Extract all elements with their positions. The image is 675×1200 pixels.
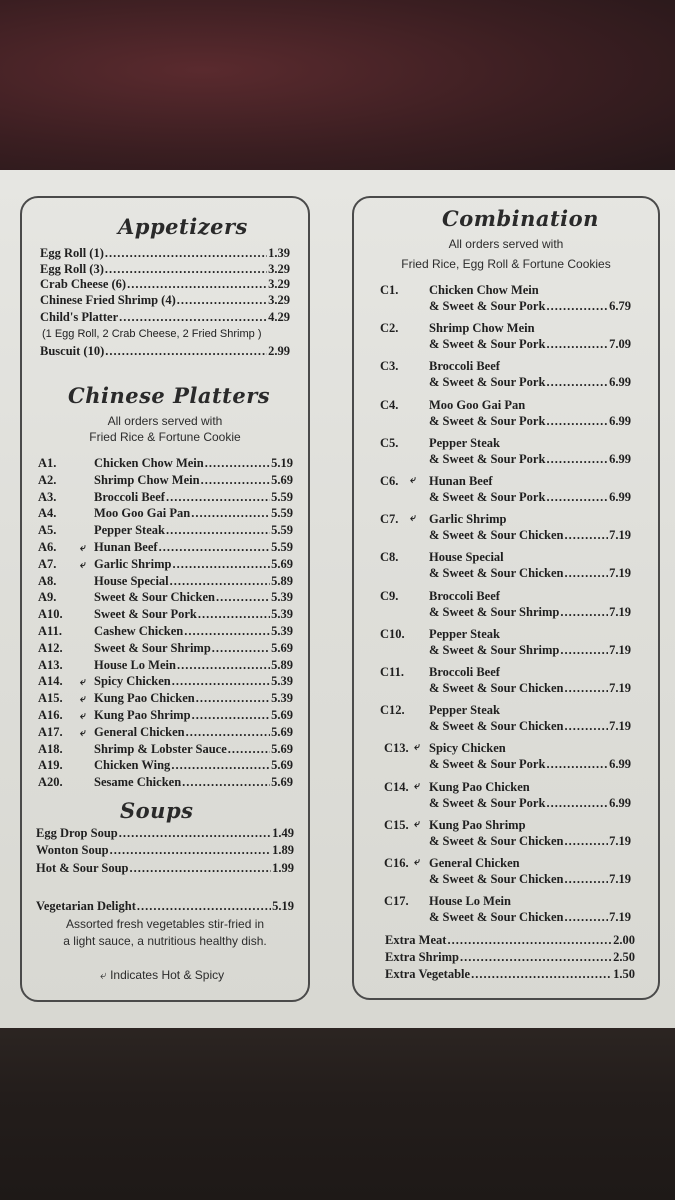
combo-code: C13. — [384, 741, 409, 756]
extra-item-price: 1.50 — [613, 967, 635, 981]
combination-note-1: All orders served with — [448, 237, 564, 251]
soup-item-name: Egg Drop Soup — [36, 826, 118, 840]
hot-spicy-legend — [100, 968, 224, 983]
platter-price: 5.59 — [271, 489, 293, 504]
combo-sub-name: & Sweet & Sour Pork — [429, 451, 546, 466]
combo-leader — [565, 834, 609, 849]
platter-price: 5.69 — [271, 741, 293, 756]
combo-leader — [546, 337, 608, 352]
combo-name: General Chicken — [429, 856, 520, 870]
platter-leader — [192, 708, 271, 723]
platters-note-1: All orders served with — [107, 414, 223, 428]
vegetarian-desc-2: a light sauce, a nutritious healthy dish. — [63, 934, 267, 948]
platter-leader — [228, 742, 270, 757]
combo-code: C2. — [380, 321, 399, 336]
platter-name: Pepper Steak — [94, 523, 165, 538]
platter-leader — [212, 641, 270, 656]
combo-leader — [560, 643, 608, 658]
combo-sub-name: & Sweet & Sour Chicken — [429, 872, 564, 886]
combo-leader — [565, 528, 609, 543]
platter-name: House Special — [94, 573, 169, 588]
combo-code: C10. — [380, 626, 405, 641]
combo-sub-name: & Sweet & Sour Pork — [429, 375, 546, 390]
combo-code: C16. — [384, 856, 409, 870]
platter-item — [38, 742, 293, 757]
platter-code: A12. — [38, 640, 63, 655]
combo-name: House Special — [429, 550, 504, 565]
combo-code: C3. — [380, 359, 399, 374]
chili-pepper-icon: ⤶ — [410, 512, 417, 525]
soup-item-leader — [119, 826, 271, 841]
appetizer-item-leader — [127, 277, 267, 292]
chili-pepper-icon: ⤶ — [79, 726, 87, 739]
vegetarian-item-price: 5.19 — [272, 899, 294, 913]
combo-price: 6.99 — [609, 451, 631, 466]
platter-name: Sweet & Sour Chicken — [94, 590, 215, 605]
combination-note-2: Fried Rice, Egg Roll & Fortune Cookies — [401, 257, 611, 271]
platter-code: A6. — [38, 540, 57, 554]
appetizer-item-leader — [177, 293, 267, 308]
platter-name: General Chicken — [94, 724, 185, 739]
combo-code: C9. — [380, 588, 399, 603]
combo-leader — [546, 452, 608, 467]
platter-code: A13. — [38, 657, 63, 672]
combo-sub-line — [429, 337, 631, 352]
combo-sub-name: & Sweet & Sour Chicken — [429, 833, 564, 848]
platter-code: A15. — [38, 691, 63, 706]
platter-code: A5. — [38, 523, 57, 538]
platter-price: 5.39 — [271, 607, 293, 622]
soup-item — [36, 861, 294, 876]
platter-code: A8. — [38, 573, 57, 588]
platter-item — [38, 725, 293, 740]
appetizers-heading: Appetizers — [118, 214, 248, 239]
combo-sub-name: & Sweet & Sour Chicken — [429, 681, 564, 695]
platter-price: 5.69 — [271, 724, 293, 739]
platter-code: A16. — [38, 708, 63, 722]
extra-item-leader — [471, 967, 612, 982]
platter-leader — [201, 473, 271, 488]
platter-code: A3. — [38, 489, 57, 504]
platter-leader — [216, 590, 270, 605]
platter-price: 5.69 — [271, 556, 293, 571]
combo-sub-line — [429, 796, 631, 811]
platter-leader — [184, 624, 270, 639]
vegetarian-item-name: Vegetarian Delight — [36, 899, 136, 913]
platter-name: Shrimp & Lobster Sauce — [94, 741, 227, 756]
platter-item — [38, 658, 293, 673]
platter-price: 5.89 — [271, 657, 293, 672]
platter-code: A9. — [38, 590, 57, 605]
combo-price: 7.19 — [609, 681, 631, 695]
combo-name: Garlic Shrimp — [429, 512, 507, 527]
combo-price: 6.99 — [609, 757, 631, 772]
platter-item — [38, 574, 293, 589]
platter-leader — [166, 490, 270, 505]
combo-price: 7.19 — [609, 604, 631, 619]
appetizer-item — [40, 293, 290, 308]
soup-item-leader — [110, 843, 272, 858]
appetizer-item-price: 3.29 — [268, 293, 290, 307]
combo-sub-name: & Sweet & Sour Chicken — [429, 528, 564, 543]
combo-leader — [546, 757, 608, 772]
combo-leader — [546, 414, 608, 429]
platter-price: 5.69 — [271, 758, 293, 773]
platter-leader — [198, 607, 270, 622]
platter-item — [38, 641, 293, 656]
combo-sub-name: & Sweet & Sour Pork — [429, 413, 546, 428]
combo-leader — [565, 910, 609, 925]
platter-price: 5.39 — [271, 691, 293, 706]
platter-name: Sweet & Sour Pork — [94, 607, 197, 622]
platters-note-2: Fried Rice & Fortune Cookie — [89, 430, 241, 444]
extra-item-leader — [447, 933, 612, 948]
platter-item — [38, 540, 293, 555]
combo-price: 6.99 — [609, 413, 631, 428]
chili-pepper-icon: ⤶ — [414, 856, 421, 868]
combo-sub-line — [429, 910, 631, 925]
platter-price: 5.69 — [271, 472, 293, 487]
combo-price: 6.79 — [609, 299, 631, 313]
extra-item-name: Extra Vegetable — [385, 967, 471, 981]
background-top — [0, 0, 675, 175]
combination-heading: Combination — [442, 206, 599, 231]
combo-code: C8. — [380, 550, 399, 565]
extra-item — [385, 967, 635, 982]
combo-price: 7.19 — [609, 833, 631, 848]
platter-name: Chicken Chow Mein — [94, 456, 204, 470]
platter-leader — [182, 775, 270, 790]
combo-sub-line — [429, 681, 631, 696]
platter-price: 5.59 — [271, 540, 293, 554]
extra-item-price: 2.00 — [613, 933, 635, 947]
combo-sub-name: & Sweet & Sour Pork — [429, 795, 546, 810]
legend-label: Indicates Hot & Spicy — [110, 968, 225, 982]
vegetarian-desc-1: Assorted fresh vegetables stir-fried in — [65, 917, 265, 931]
platter-item — [38, 557, 293, 572]
combo-sub-name: & Sweet & Sour Pork — [429, 490, 546, 504]
combo-sub-name: & Sweet & Sour Shrimp — [429, 604, 560, 619]
combo-sub-line — [429, 719, 631, 734]
combo-name: Broccoli Beef — [429, 665, 500, 679]
combo-leader — [546, 490, 608, 505]
chili-pepper-icon: ⤶ — [414, 741, 421, 754]
platter-price: 5.69 — [271, 640, 293, 655]
platter-code: A2. — [38, 472, 57, 487]
combo-sub-line — [429, 528, 631, 543]
platter-item — [38, 691, 293, 706]
combo-sub-line — [429, 452, 631, 467]
platter-name: Garlic Shrimp — [94, 556, 172, 571]
combo-code: C5. — [380, 435, 399, 450]
combo-price: 7.19 — [609, 719, 631, 734]
combo-sub-line — [429, 757, 631, 772]
combo-leader — [565, 681, 609, 696]
chili-pepper-icon: ⤶ — [79, 542, 87, 554]
extra-item-name: Extra Meat — [385, 933, 447, 947]
platter-leader — [196, 691, 270, 706]
platter-leader — [172, 557, 270, 572]
platter-leader — [172, 674, 270, 689]
chili-pepper-icon: ⤶ — [79, 676, 87, 689]
combo-name: Broccoli Beef — [429, 588, 500, 603]
appetizer-item — [40, 262, 290, 277]
combo-price: 7.19 — [609, 528, 631, 543]
platter-item — [38, 506, 293, 521]
soup-item — [36, 826, 294, 841]
platter-price: 5.39 — [271, 674, 293, 689]
platter-leader — [191, 506, 270, 521]
platter-leader — [186, 725, 271, 740]
combo-name: Pepper Steak — [429, 435, 500, 450]
soup-item-price: 1.49 — [272, 826, 294, 840]
platter-code: A1. — [38, 456, 57, 470]
platter-code: A4. — [38, 506, 57, 521]
vegetarian-item — [36, 899, 294, 914]
appetizer-item-name: Buscuit (10) — [40, 344, 105, 358]
platter-item — [38, 490, 293, 505]
combo-code: C17. — [384, 894, 409, 909]
platter-leader — [159, 540, 271, 555]
combo-sub-name: & Sweet & Sour Pork — [429, 299, 546, 313]
platter-code: A19. — [38, 758, 63, 773]
combo-leader — [565, 566, 609, 581]
platter-code: A7. — [38, 556, 57, 571]
combo-name: Moo Goo Gai Pan — [429, 397, 526, 412]
soup-item-price: 1.89 — [272, 843, 294, 857]
chinese-platters-heading: Chinese Platters — [68, 383, 271, 408]
combo-sub-name: & Sweet & Sour Pork — [429, 337, 546, 352]
appetizer-item-price: 2.99 — [268, 344, 290, 358]
appetizer-item-name: Crab Cheese (6) — [40, 277, 127, 291]
combo-price: 6.99 — [609, 375, 631, 390]
appetizer-item-leader — [105, 344, 267, 359]
platter-name: Hunan Beef — [94, 540, 158, 554]
appetizer-item-price: 3.29 — [268, 262, 290, 276]
combo-sub-line — [429, 566, 631, 581]
platter-leader — [177, 658, 270, 673]
combo-name: House Lo Mein — [429, 894, 511, 909]
platter-price: 5.69 — [271, 775, 293, 790]
combo-sub-name: & Sweet & Sour Pork — [429, 757, 546, 772]
combo-name: Kung Pao Chicken — [429, 779, 530, 794]
platter-name: Sesame Chicken — [94, 775, 182, 790]
appetizer-item-name: Egg Roll (1) — [40, 246, 104, 260]
combo-leader — [546, 299, 608, 314]
combo-price: 6.99 — [609, 795, 631, 810]
combo-price: 7.19 — [609, 872, 631, 886]
soup-item-name: Wonton Soup — [36, 843, 109, 857]
appetizer-item — [40, 344, 290, 359]
combo-name: Kung Pao Shrimp — [429, 817, 526, 832]
combo-sub-line — [429, 375, 631, 390]
platter-price: 5.39 — [271, 590, 293, 605]
platter-name: Chicken Wing — [94, 758, 171, 773]
combo-sub-name: & Sweet & Sour Shrimp — [429, 642, 560, 657]
combo-price: 7.19 — [609, 642, 631, 657]
combo-sub-name: & Sweet & Sour Chicken — [429, 719, 564, 734]
platter-leader — [166, 523, 270, 538]
chili-pepper-icon: ⤶ — [410, 474, 417, 486]
appetizer-item-price: 1.39 — [268, 246, 290, 260]
chili-pepper-icon: ⤶ — [414, 779, 421, 792]
platter-price: 5.19 — [271, 456, 293, 470]
appetizer-item-name: Chinese Fried Shrimp (4) — [40, 293, 176, 307]
extra-item — [385, 933, 635, 948]
platter-code: A10. — [38, 607, 63, 622]
chili-pepper-icon: ⤶ — [79, 693, 87, 706]
chili-pepper-icon: ⤶ — [100, 968, 107, 982]
soup-item — [36, 843, 294, 858]
platter-price: 5.59 — [271, 523, 293, 538]
extra-item-price: 2.50 — [613, 950, 635, 964]
extra-item-name: Extra Shrimp — [385, 950, 459, 964]
platter-name: House Lo Mein — [94, 657, 176, 672]
extra-item-leader — [460, 950, 612, 965]
combo-name: Chicken Chow Mein — [429, 283, 539, 297]
combo-name: Broccoli Beef — [429, 359, 500, 374]
platter-leader — [171, 758, 270, 773]
platter-name: Sweet & Sour Shrimp — [94, 640, 211, 655]
combo-price: 7.19 — [609, 910, 631, 925]
combo-code: C6. — [380, 474, 399, 488]
combo-code: C1. — [380, 283, 399, 297]
platter-item — [38, 708, 293, 723]
appetizer-item-price: 4.29 — [268, 310, 290, 324]
combo-code: C4. — [380, 397, 399, 412]
combo-sub-line — [429, 299, 631, 314]
combo-code: C14. — [384, 779, 409, 794]
combo-leader — [546, 375, 608, 390]
combo-code: C7. — [380, 512, 399, 527]
combo-price: 7.09 — [609, 337, 631, 352]
combo-code: C15. — [384, 817, 409, 832]
platter-code: A20. — [38, 775, 63, 790]
combo-name: Pepper Steak — [429, 626, 500, 641]
platter-item — [38, 456, 293, 471]
platter-name: Spicy Chicken — [94, 674, 171, 689]
combo-leader — [546, 796, 608, 811]
background-bottom — [0, 1025, 675, 1200]
platter-code: A17. — [38, 724, 63, 739]
combo-code: C12. — [380, 703, 405, 718]
platter-code: A14. — [38, 674, 63, 689]
appetizer-item-name: Egg Roll (3) — [40, 262, 104, 276]
soup-item-name: Hot & Sour Soup — [36, 861, 129, 875]
platter-price: 5.59 — [271, 506, 293, 521]
combo-sub-line — [429, 605, 631, 620]
platter-price: 5.69 — [271, 708, 293, 722]
appetizer-item — [40, 277, 290, 292]
platter-item — [38, 607, 293, 622]
combo-price: 7.19 — [609, 566, 631, 581]
combo-code: C11. — [380, 665, 404, 679]
childs-platter-note: (1 Egg Roll, 2 Crab Cheese, 2 Fried Shrimp ) — [42, 328, 262, 340]
platter-leader — [205, 456, 270, 471]
chili-pepper-icon: ⤶ — [79, 558, 87, 571]
platter-code: A11. — [38, 624, 62, 638]
combo-name: Pepper Steak — [429, 703, 500, 718]
platter-item — [38, 758, 293, 773]
appetizer-item — [40, 246, 290, 261]
soups-heading: Soups — [120, 798, 194, 823]
combo-price: 6.99 — [609, 490, 631, 504]
platter-item — [38, 523, 293, 538]
platter-item — [38, 674, 293, 689]
chili-pepper-icon: ⤶ — [79, 710, 87, 722]
combo-sub-name: & Sweet & Sour Chicken — [429, 566, 564, 581]
platter-name: Moo Goo Gai Pan — [94, 506, 191, 521]
platter-price: 5.39 — [271, 624, 293, 638]
platter-item — [38, 624, 293, 639]
platter-name: Cashew Chicken — [94, 624, 184, 638]
appetizer-item — [40, 310, 290, 325]
appetizer-item-name: Child's Platter — [40, 310, 119, 324]
appetizer-item-leader — [119, 310, 267, 325]
combo-leader — [565, 719, 609, 734]
combo-sub-line — [429, 643, 631, 658]
soup-item-leader — [130, 861, 272, 876]
platter-name: Broccoli Beef — [94, 489, 165, 504]
platter-item — [38, 775, 293, 790]
platter-name: Kung Pao Shrimp — [94, 708, 191, 722]
combo-sub-name: & Sweet & Sour Chicken — [429, 910, 564, 925]
vegetarian-item-leader — [137, 899, 271, 914]
platter-name: Kung Pao Chicken — [94, 691, 195, 706]
appetizer-item-price: 3.29 — [268, 277, 290, 291]
combo-leader — [565, 872, 609, 887]
platter-price: 5.89 — [271, 573, 293, 588]
chili-pepper-icon: ⤶ — [414, 817, 421, 830]
platter-code: A18. — [38, 741, 63, 756]
combo-sub-line — [429, 834, 631, 849]
combo-name: Shrimp Chow Mein — [429, 321, 535, 336]
platter-leader — [170, 574, 270, 589]
extra-item — [385, 950, 635, 965]
platter-item — [38, 590, 293, 605]
appetizer-item-leader — [105, 246, 267, 261]
platter-name: Shrimp Chow Mein — [94, 472, 200, 487]
combo-name: Spicy Chicken — [429, 741, 506, 756]
platter-item — [38, 473, 293, 488]
appetizer-item-leader — [105, 262, 267, 277]
combo-sub-line — [429, 490, 631, 505]
combo-leader — [560, 605, 608, 620]
soup-item-price: 1.99 — [272, 861, 294, 875]
combo-sub-line — [429, 872, 631, 887]
combo-sub-line — [429, 414, 631, 429]
combo-name: Hunan Beef — [429, 474, 493, 488]
